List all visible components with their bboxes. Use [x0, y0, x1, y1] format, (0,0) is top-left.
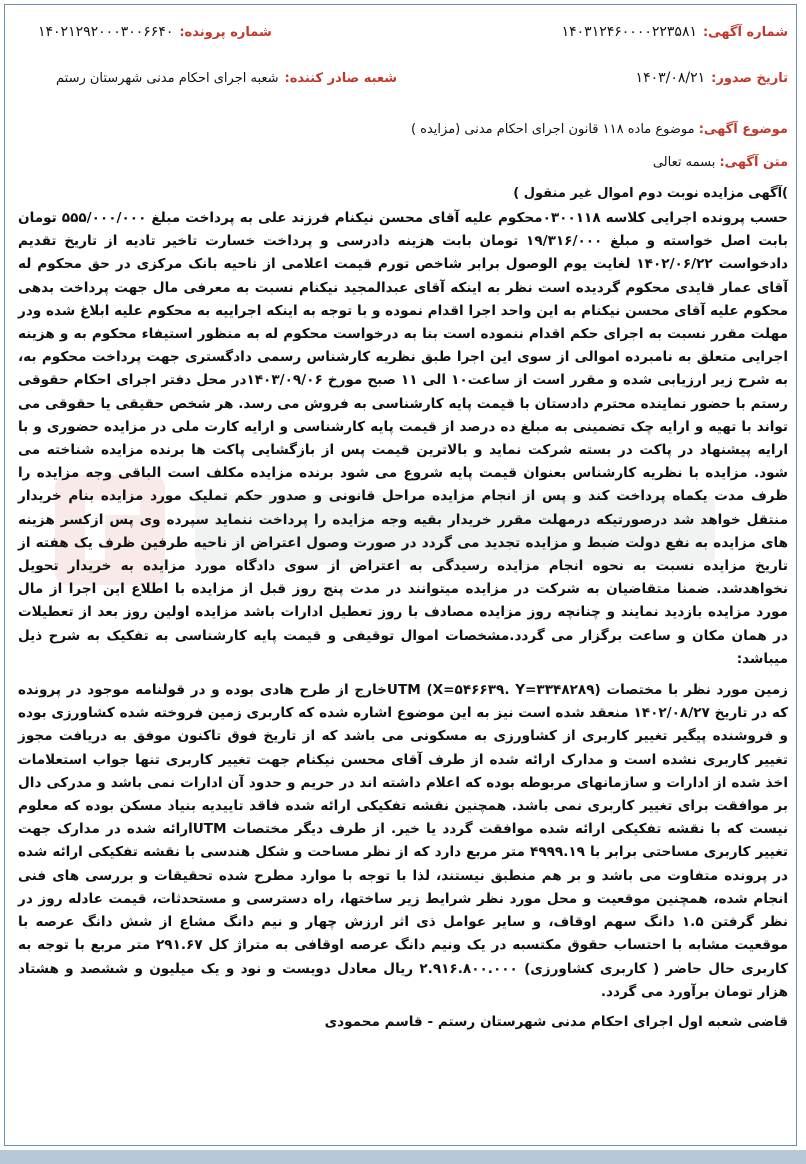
notice-title: )آگهی مزایده نوبت دوم اموال غیر منقول ): [513, 186, 788, 201]
meta-row-top: [18, 14, 788, 50]
issuer-value: شعبه اجرای احکام مدنی شهرستان رستم: [56, 70, 279, 86]
judge-signature: قاضی شعبه اول اجرای احکام مدنی شهرستان رستم - قاسم محمودی: [324, 1013, 788, 1030]
body-header-value: بسمه تعالی: [652, 155, 716, 170]
issue-date-label: تاریخ صدور:: [711, 70, 788, 86]
case-number-value: ۱۴۰۲۱۲۹۲۰۰۰۳۰۰۶۶۴۰: [38, 24, 174, 40]
subject-label: موضوع آگهی:: [698, 122, 788, 137]
case-number-label: شماره پرونده:: [179, 24, 272, 40]
notice-number-value: ۱۴۰۳۱۲۴۶۰۰۰۰۲۲۳۵۸۱: [561, 24, 697, 40]
notice-document: [18, 14, 788, 1030]
issuer-label: شعبه صادر کننده:: [284, 70, 398, 86]
paragraph-auction-terms: حسب پرونده اجرایی کلاسه ۰۳۰۰۱۱۸محکوم علیه آقای محسن نیکنام فرزند علی به پرداخت مبلغ ۵۵۵/۰۰۰/۰۰۰ تومان بابت اصل خواسته و مبلغ ۱۹/۳۱۶/۰۰۰ تومان بابت هزینه دادرسی و پرداخت خسارت تاخیر تادیه از تاریخ تقدیم دادخواست ۱۴۰۲/۰۶/۲۲ لغایت یوم الوصول برابر شاخص تورم قیمت اعلامی از ناحیه بانک مرکزی در حق محکوم له آقای عمار قایدی محکوم گردیده است نظر به اینکه آقای عبدالمجید نیکنام نسبت به معرفی مال جهت پرداخت بدهی محکوم علیه آقای محسن نیکنام به این واحد اجرا اقدام نموده و با توجه به اینکه اجراییه به محکوم علیه ابلاغ شده ودر مهلت مقرر نسبت به اجرای حکم اقدام ننموده است بنا به درخواست محکوم له به منظور استیفاء محکوم به و هزینه اجرایی متعلق به نامبرده اموالی از سوی این اجرا طبق نظریه کارشناس رسمی دادگستری جهت پرداخت محکوم به، به شرح زیر ارزیابی شده و مقرر است از ساعت۱۰ الی ۱۱ صبح مورخ ۱۴۰۳/۰۹/۰۶در محل دفتر اجرای احکام حقوقی رستم با حضور نماینده محترم دادستان با قیمت پایه کارشناسی به فروش می رسد. هر شخص حقیقی یا حقوقی می تواند با تهیه و ارایه چک تضمینی به مبلغ ده درصد از قیمت پایه کارشناسی و ارایه کارت ملی در مزایده حضوری و با ارایه پیشنهاد در پاکت در بسته شرکت نماید و بالاترین قیمت پس از بازگشایی پاکت ها برنده مزایده شناخته می شود. مزایده با نظریه کارشناس بعنوان قیمت پایه شروع می شود برنده مزایده مکلف است الباقی وجه مزایده را ظرف مدت یکماه پرداخت کند و پس از انجام مزایده مراحل قانونی و صدور حکم تملیک مورد مزایده بنام خریدار منتقل خواهد شد درصورتیکه درمهلت مقرر خریدار بقیه وجه مزایده را پرداخت ننماید سپرده وی پس ازکسر هزینه های مزایده به نفع دولت ضبط و مزایده تجدید می گردد در صورت وصول اعتراض از ناحیه طرفین ظرف یک هفته از تاریخ مزایده نسبت به نحوه انجام مزایده رسیدگی به اعتراض از سوی دادگاه مورد مزایده به خریدار تحویل نخواهدشد. ضمنا متقاضیان به شرکت در مزایده میتوانند در مدت پنج روز قبل از مزایده با اطلاع این اجرا از مال مورد مزایده بازدید نمایند و چنانچه روز مزایده مصادف با روز تعطیل ادارات باشد مزایده اولین روز بعد از تعطیلات در همان مکان و ساعت برگزار می گردد.مشخصات اموال توقیفی و قیمت پایه کارشناسی به تفکیک به شرح ذیل میباشد:: [18, 210, 788, 667]
case-number-field: [38, 24, 272, 40]
issuer-field: [56, 71, 397, 86]
notice-number-label: شماره آگهی:: [702, 24, 788, 40]
meta-row-second: [18, 60, 788, 96]
issue-date-field: [636, 70, 788, 86]
body-header-line: [18, 155, 788, 170]
body-label: متن آگهی:: [719, 155, 788, 170]
issue-date-value: ۱۴۰۳/۰۸/۲۱: [635, 70, 706, 86]
paragraph-property-description: زمین مورد نظر با مختصات (UTM (X=۵۴۶۶۳۹. Y=۳۳۴۸۲۸۹خارج از طرح هادی بوده و در قولنامه موجود در پرونده که در تاریخ ۱۴۰۲/۰۸/۲۷ منعقد شده است نیز به این موضوع اشاره شده که کاربری زمین فروخته شده کشاورزی بوده و فروشنده پیگیر تغییر کاربری از کشاورزی به مسکونی می باشد که از تاریخ فوق تاکنون موفق به دریافت مجوز تغییر کاربری نشده است و مدارک ارائه شده از طرف آقای محسن نیکنام جهت تغییر کاربری تنها جواب استعلامات اخذ شده از ادارات و سازمانهای مربوطه بوده که اعلام داشته اند در حریم و حدود آن ادارات نمی باشد و مدرکی دال بر موافقت برای تغییر کاربری نمی باشد. همچنین نقشه تفکیکی ارائه شده فاقد تاییدیه بنیاد مسکن بوده که معلوم نیست که با نقشه تفکیکی ارائه شده موافقت گردد یا خیر. از طرف دیگر مختصات UTMارائه شده در مدارک جهت تغییر کاربری مساحتی برابر با ۴۹۹۹.۱۹ متر مربع دارد که از نظر مساحت و شکل هندسی با نقشه تفکیکی ارائه شده در پرونده متفاوت می باشد و بر هم منطبق نیستند، لذا با توجه با موارد مطرح شده تحقیقات و بررسی های فنی انجام شده، همچنین موقعیت و محل مورد نظر شرایط زیر ساختها، راه دسترسی و مستحدثات، قیمت عادله روز در نظر گرفتن ۱.۵ دانگ سهم اوقاف، و سایر عوامل ذی اثر ارزش چهار و نیم دانگ مشاع از شش دانگ عرصه با موقعیت مشابه با احتساب حقوق مکتسبه در یک ونیم دانگ عرصه اوقافی به متراژ کل ۲۹۱.۶۷ متر مربع با توجه به کاربری حال حاضر ( کاربری کشاورزی) ۲.۹۱۶.۸۰۰.۰۰۰ ریال معادل دویست و نود و یک میلیون و ششصد و هشتاد هزار تومان برآورد می گردد.: [18, 682, 789, 1000]
subject-line: [18, 122, 788, 137]
subject-value: موضوع ماده ۱۱۸ قانون اجرای احکام مدنی (مزایده ): [410, 122, 695, 137]
bottom-bar: [0, 1150, 806, 1164]
notice-number-field: [562, 24, 788, 40]
